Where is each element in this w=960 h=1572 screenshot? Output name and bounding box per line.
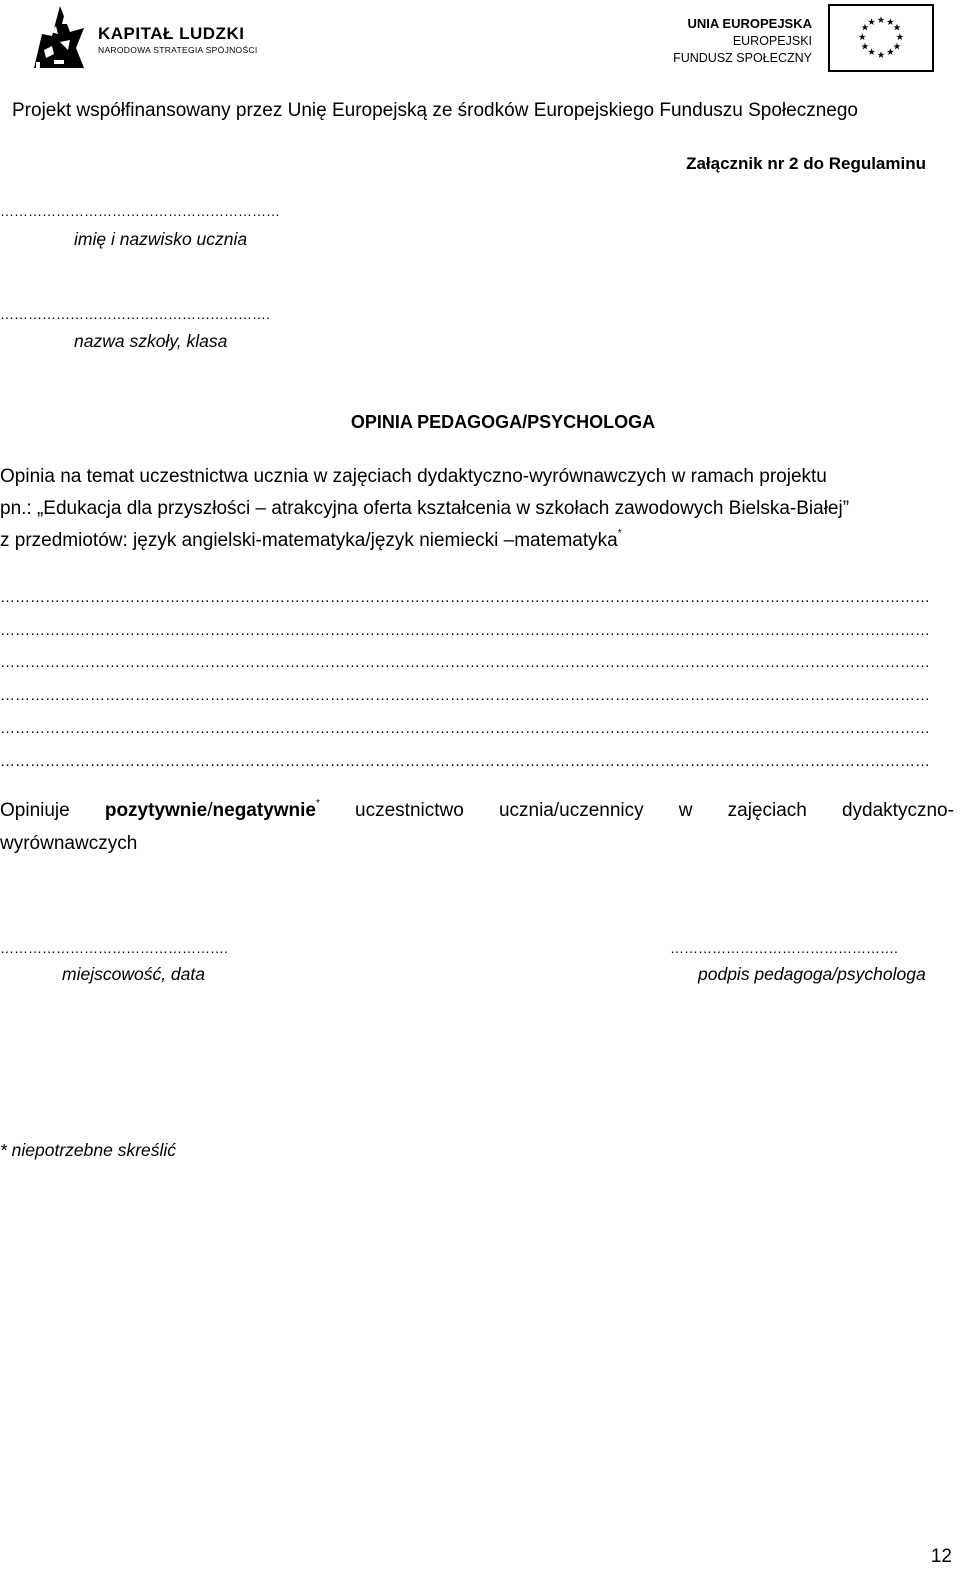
kapital-ludzki-title: KAPITAŁ LUDZKI bbox=[98, 24, 245, 43]
svg-text:★: ★ bbox=[886, 46, 895, 58]
page-number: 12 bbox=[930, 1546, 952, 1567]
place-date-label: miejscowość, data bbox=[62, 964, 205, 984]
eu-logo bbox=[672, 4, 934, 74]
verdict-word-opiniuje: Opiniuje bbox=[0, 800, 70, 821]
opinion-line-3: …………………………………………………………………………………………………………………………………………………………………… bbox=[0, 655, 930, 671]
signature-label: podpis pedagoga/psychologa bbox=[698, 964, 926, 984]
body-line-1-content: Opinia na temat uczestnictwa ucznia w zajęciach dydaktyczno-wyrównawczych w ramach projektu bbox=[0, 466, 827, 487]
svg-text:★: ★ bbox=[867, 46, 876, 58]
school-class-label: nazwa szkoły, klasa bbox=[74, 331, 228, 351]
eu-logo-text bbox=[673, 15, 812, 67]
kapital-ludzki-logo bbox=[30, 2, 270, 74]
verdict-word-4: w bbox=[678, 800, 693, 821]
body-line-3-text: z przedmiotów: język angielski-matematyka/język niemiecki –matematyka bbox=[0, 530, 618, 551]
svg-text:★: ★ bbox=[860, 41, 870, 53]
opinion-line-5: …………………………………………………………………………………………………………………………………………………………………… bbox=[0, 721, 930, 737]
svg-text:★: ★ bbox=[886, 16, 895, 28]
verdict-word-2: uczestnictwo bbox=[355, 800, 464, 821]
place-date-dots: …………………………………………. bbox=[0, 940, 228, 956]
svg-text:★: ★ bbox=[876, 14, 886, 26]
opinion-line-6: …………………………………………………………………………………………………………………………………………………………………… bbox=[0, 754, 930, 770]
opinion-line-1: …………………………………………………………………………………………………………………………………………………………………… bbox=[0, 590, 930, 606]
footnote: * niepotrzebne skreślić bbox=[0, 1140, 177, 1160]
svg-text:★: ★ bbox=[892, 22, 902, 34]
body-line-3 bbox=[0, 525, 954, 557]
body-line-1-text bbox=[0, 461, 954, 493]
verdict-negative: negatywnie bbox=[212, 800, 317, 821]
svg-text:★: ★ bbox=[876, 49, 886, 61]
student-name-label: imię i nazwisko ucznia bbox=[74, 229, 248, 249]
opinion-line-2: …………………………………………………………………………………………………………………………………………………………………… bbox=[0, 623, 930, 639]
kapital-ludzki-emblem-icon bbox=[30, 2, 88, 72]
eu-stars-flag-icon bbox=[828, 4, 934, 72]
verdict-choice bbox=[105, 794, 320, 827]
school-class-dots: …………………………………………………. bbox=[0, 306, 270, 322]
eu-logo-line1: UNIA EUROPEJSKA bbox=[687, 16, 812, 31]
eu-logo-line3: FUNDUSZ SPOŁECZNY bbox=[673, 51, 812, 65]
signature-dots: …………………………………………. bbox=[670, 940, 898, 956]
svg-text:★: ★ bbox=[892, 41, 902, 53]
opinion-line-4: …………………………………………………………………………………………………………………………………………………………………… bbox=[0, 688, 930, 704]
verdict-slash: / bbox=[207, 800, 213, 821]
svg-text:★: ★ bbox=[867, 16, 876, 28]
kapital-ludzki-subtitle: NARODOWA STRATEGIA SPÓJNOŚCI bbox=[98, 45, 258, 55]
document-title: OPINIA PEDAGOGA/PSYCHOLOGA bbox=[350, 412, 656, 432]
verdict-line-2: wyrównawczych bbox=[0, 833, 138, 854]
svg-text:★: ★ bbox=[895, 31, 905, 43]
annex-label: Załącznik nr 2 do Regulaminu bbox=[686, 154, 926, 173]
verdict-word-6: dydaktyczno- bbox=[841, 800, 954, 821]
cofinancing-statement: Projekt współfinansowany przez Unię Europejską ze środków Europejskiego Funduszu Społecznego bbox=[12, 100, 858, 121]
svg-text:★: ★ bbox=[860, 22, 870, 34]
verdict-line-1 bbox=[0, 794, 954, 827]
svg-text:★: ★ bbox=[857, 31, 867, 43]
verdict-asterisk: * bbox=[316, 798, 320, 809]
student-name-dots: …………………………………………………… bbox=[0, 203, 280, 219]
verdict-word-3: ucznia/uczennicy bbox=[498, 800, 644, 821]
body-line-2: pn.: „Edukacja dla przyszłości – atrakcyjna oferta kształcenia w szkołach zawodowych Bielska-Białej” bbox=[0, 498, 850, 519]
eu-logo-line2: EUROPEJSKI bbox=[732, 34, 812, 48]
verdict-word-5: zajęciach bbox=[727, 800, 807, 821]
verdict-paragraph bbox=[0, 794, 954, 860]
verdict-positive: pozytywnie bbox=[104, 800, 208, 821]
body-line-3-asterisk: * bbox=[617, 528, 622, 539]
body-line-1 bbox=[0, 461, 954, 493]
